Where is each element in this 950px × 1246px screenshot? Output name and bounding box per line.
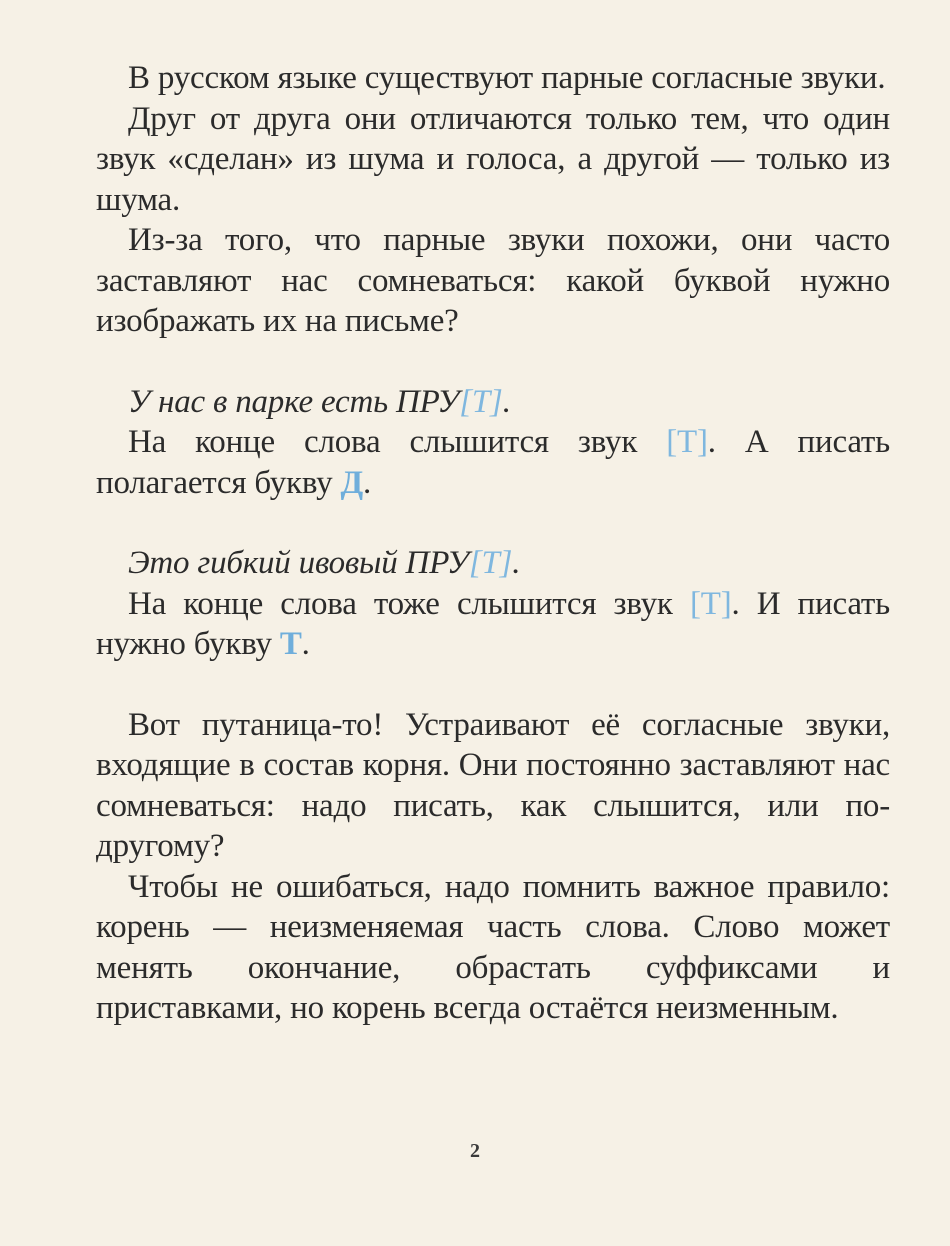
explanation-2-part-b: . И писать нужно букву [96, 585, 890, 662]
paragraph-paired-consonants: В русском языке существуют парные согласные звуки. [128, 60, 886, 96]
explanation-1-part-b: . А писать полагается букву [96, 424, 890, 501]
paragraph-rule: Чтобы не ошибаться, надо помнить важное правило: корень — неизменяемая часть слова. Слово может менять окончание, обрастать суффиксами и приставками, но корень всегда остаётся неизменным. [96, 868, 890, 1026]
explanation-1-letter: Д [340, 464, 363, 501]
explanation-2-part-a: На конце слова тоже слышится звук [128, 585, 690, 622]
explanation-2-sound: [Т] [689, 585, 732, 622]
paragraph-difference: Друг от друга они отличаются только тем, что один звук «сделан» из шума и голоса, а другой — только из шума. [96, 100, 890, 218]
paragraph-confusion: Вот путаница-то! Устраивают её согласные звуки, входящие в состав корня. Они постоянно заставляют нас сомневаться: надо писать, как слышится, или по-другому? [96, 706, 890, 864]
spacer [96, 342, 890, 382]
explanation-1-sound: [Т] [666, 424, 708, 460]
spacer [96, 503, 890, 543]
example-2-period: . [512, 545, 521, 581]
explanation-2-part-c: . [301, 626, 310, 662]
example-1-period: . [502, 383, 511, 420]
explanation-1-part-a: На конце слова слышится звук [128, 424, 667, 460]
example-1-sound: [Т] [459, 383, 503, 420]
explanation-1-part-c: . [362, 464, 372, 501]
example-explanation-1 [96, 422, 890, 503]
example-2-text: Это гибкий ивовый ПРУ [128, 545, 469, 581]
example-sentence-1 [96, 382, 890, 423]
paragraph-doubt: Из-за того, что парные звуки похожи, они часто заставляют нас сомневаться: какой буквой нужно изображать их на письме? [96, 222, 890, 339]
example-1-text: У нас в парке есть ПРУ [128, 383, 460, 420]
explanation-2-letter: Т [279, 626, 302, 662]
example-sentence-2 [96, 543, 890, 584]
spacer [96, 665, 890, 705]
page-number: 2 [470, 1140, 480, 1162]
example-2-sound: [Т] [468, 545, 513, 581]
example-explanation-2 [96, 584, 890, 665]
